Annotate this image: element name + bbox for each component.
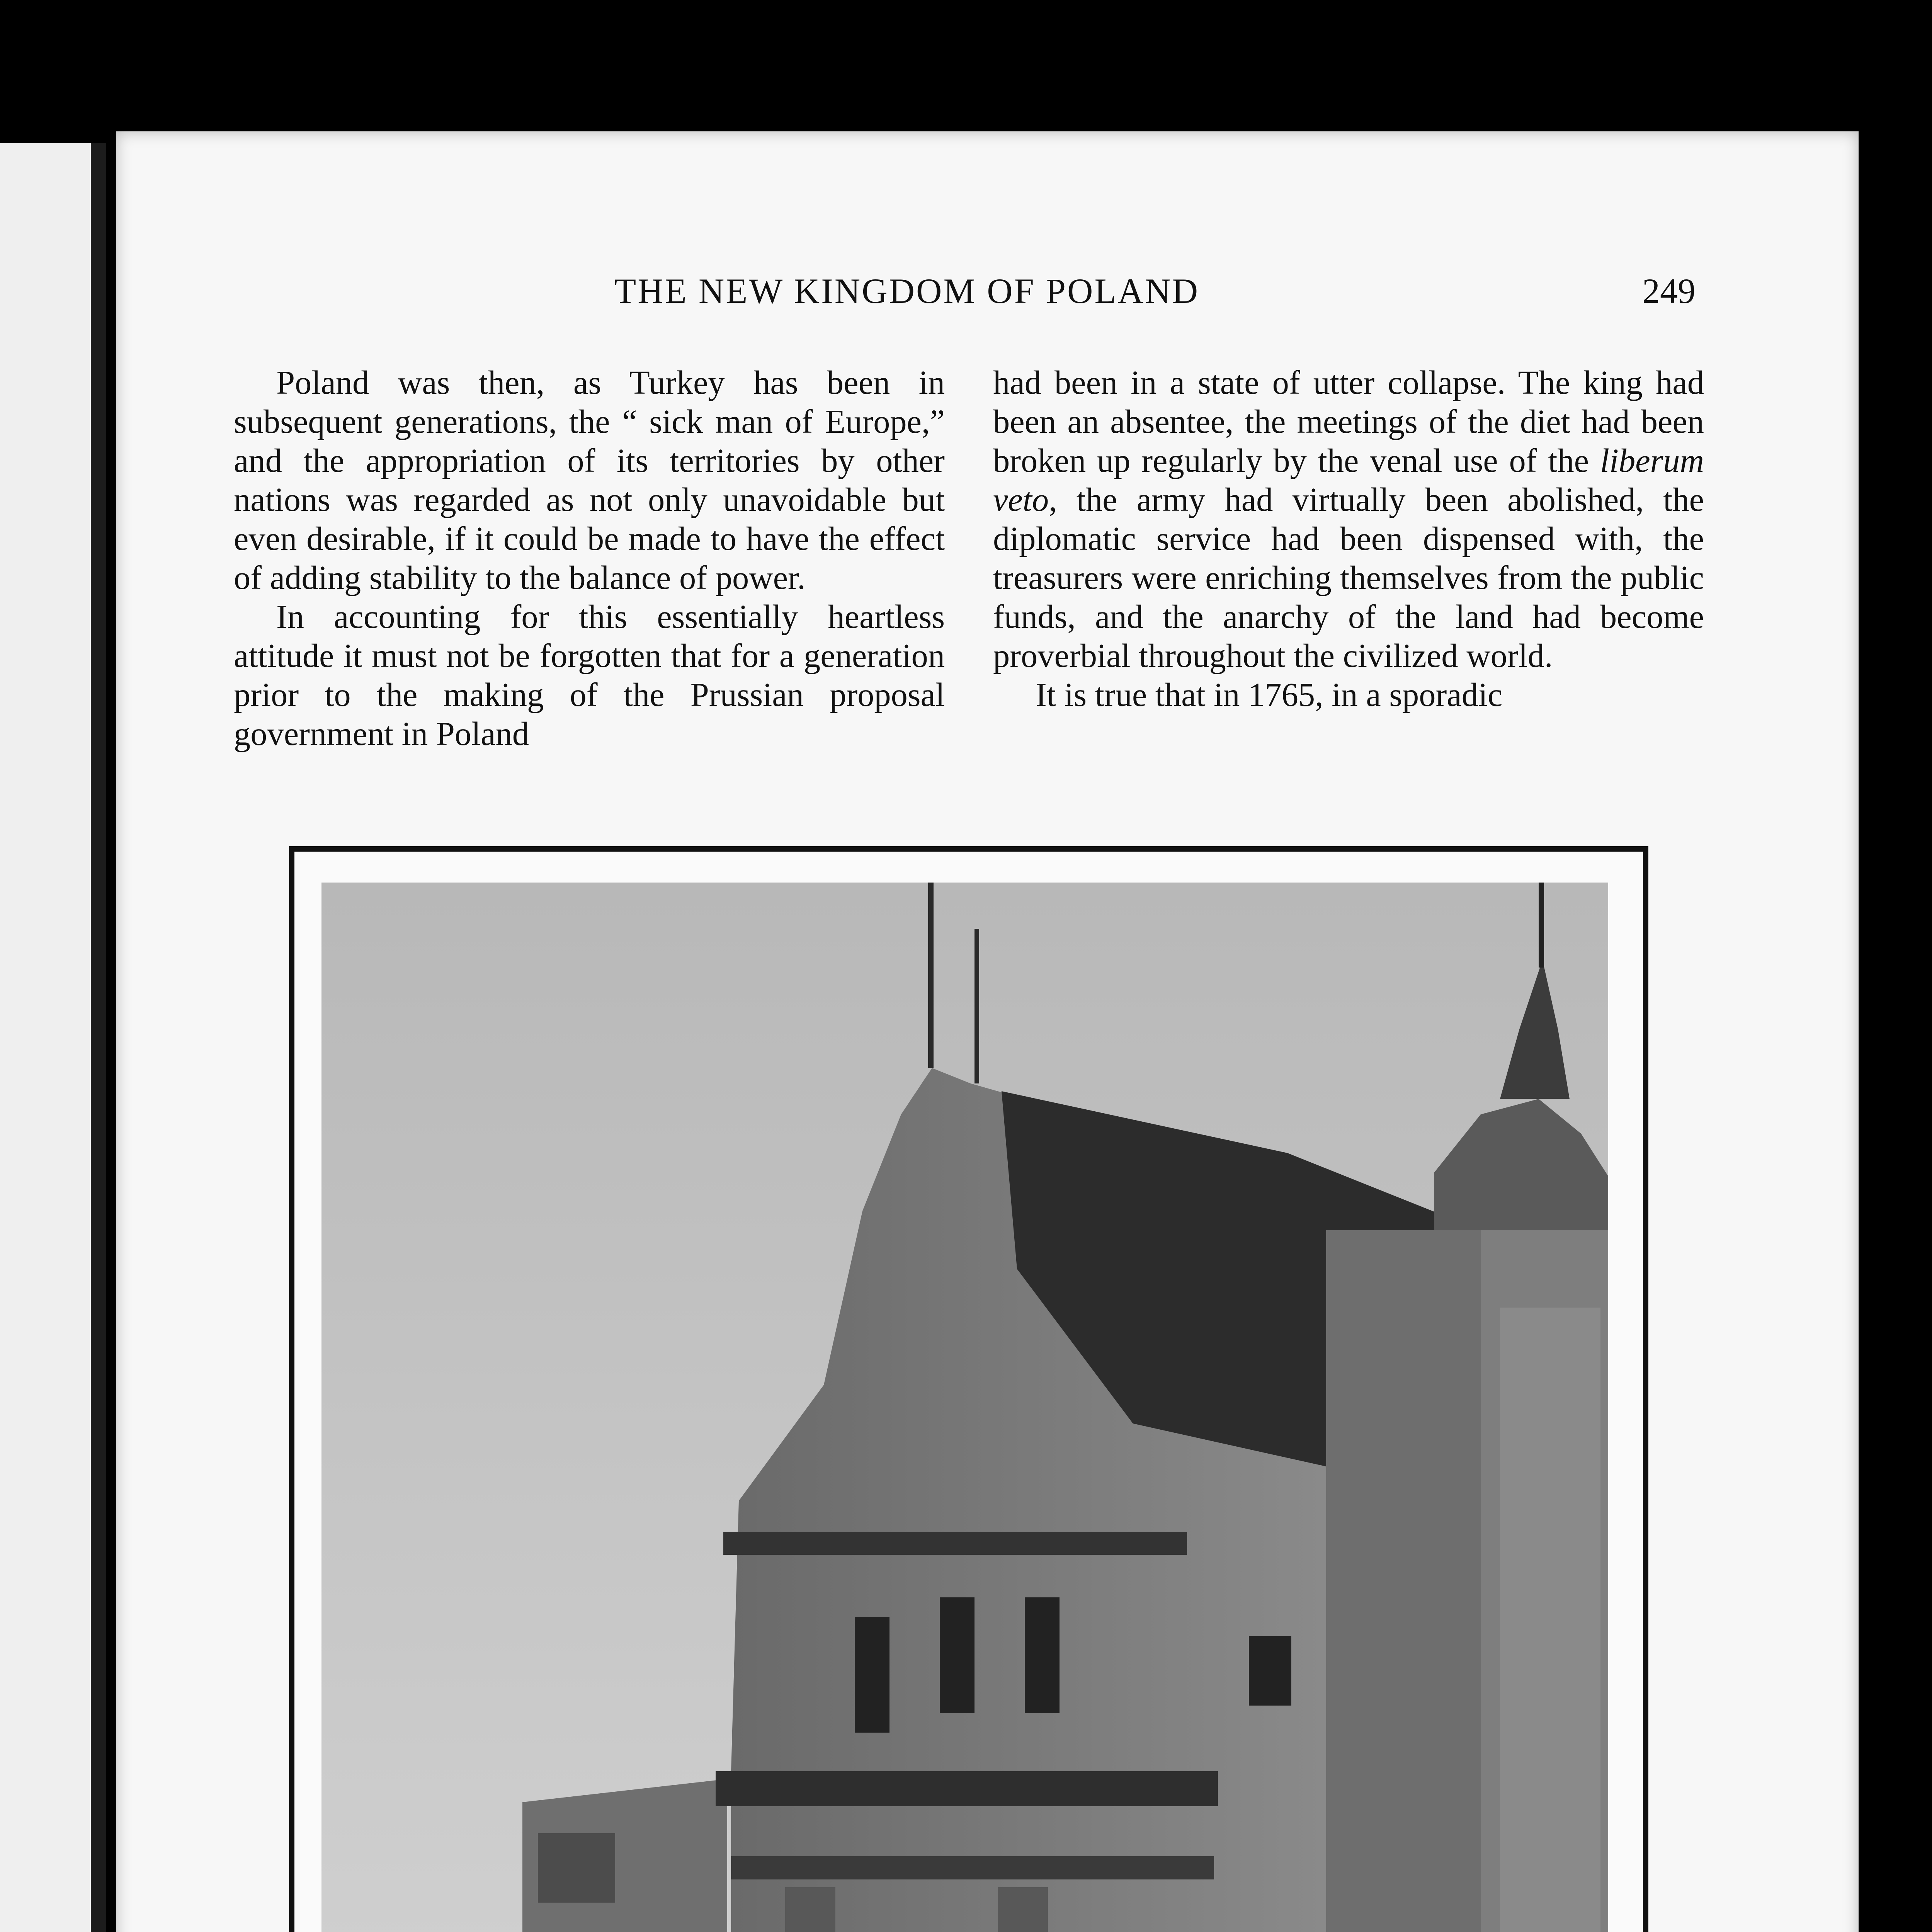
church-photograph xyxy=(321,883,1608,1932)
text-column-left xyxy=(234,363,945,800)
photo-frame xyxy=(289,846,1648,1932)
left-page-edge xyxy=(0,143,106,1932)
paragraph-text: had been in a state of utter collapse. The king had been an absentee, the meetings of the diet had been broken up regularly by the venal use of the xyxy=(993,364,1704,479)
paragraph xyxy=(993,363,1704,675)
text-column-right xyxy=(993,363,1704,800)
church-illustration xyxy=(321,883,1608,1932)
paragraph-text: , the army had virtually been abolished, the diplomatic service had been dispensed with, the treasurers were enriching themselves from the public funds, and the anarchy of the land had become proverbial throughout the civilized world. xyxy=(993,481,1704,674)
emphasis-text: liberum veto xyxy=(993,442,1704,518)
paragraph: It is true that in 1765, in a sporadic xyxy=(1036,676,1503,713)
paragraph: Poland was then, as Turkey has been in subsequent generations, the “ sick man of Europe,” and the appropriation of its territories by other nations was regarded as not only unavoidable but even desirable, if it could be made to have the effect of adding stability to the balance of power. xyxy=(234,364,945,596)
page-number: 249 xyxy=(1642,271,1696,311)
running-head: THE NEW KINGDOM OF POLAND xyxy=(614,271,1200,311)
paragraph: In accounting for this essentially heartless attitude it must not be forgotten that for a generation prior to the making of the Prussian proposal government in Poland xyxy=(234,598,945,752)
